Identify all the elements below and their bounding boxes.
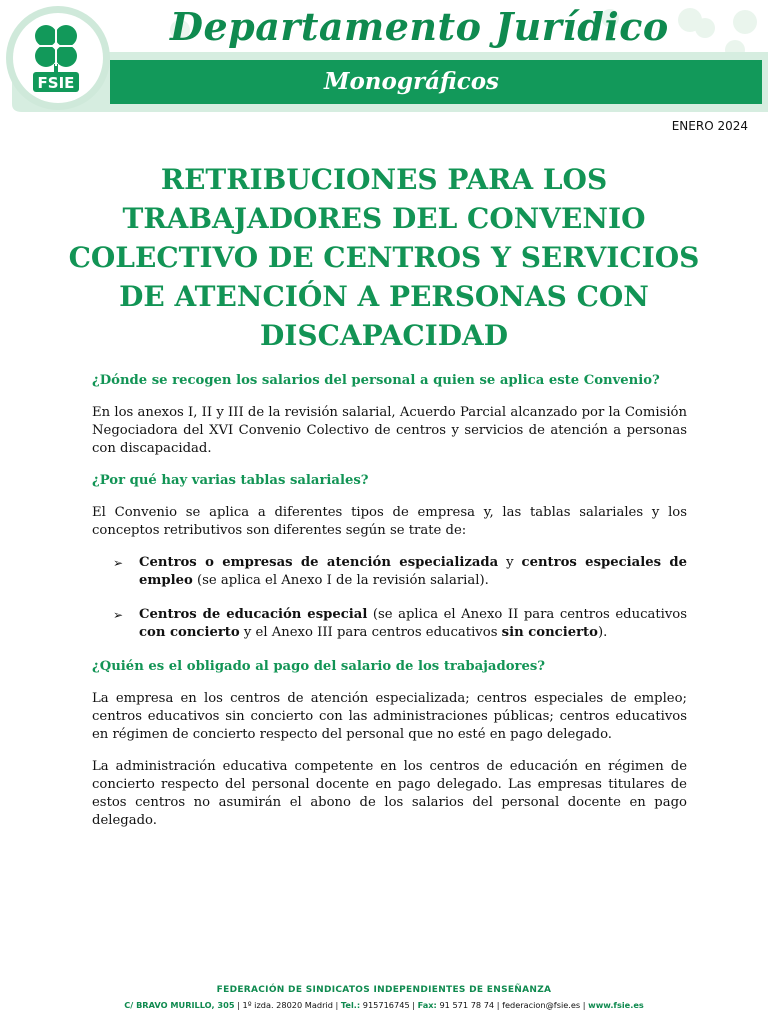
arrow-bullet-icon: ➢ [113, 556, 124, 570]
footer-address: C/ BRAVO MURILLO, 305 [124, 1000, 235, 1010]
question-heading: ¿Dónde se recogen los salarios del personal a quien se aplica este Convenio? [92, 373, 660, 388]
footer-contact: C/ BRAVO MURILLO, 305 | 1º izda. 28020 Madrid | Tel.: 915716745 | Fax: 91 571 78 74 | federacion@fsie.es | www.fsie.es [124, 1000, 644, 1010]
footer-web[interactable]: www.fsie.es [588, 1000, 644, 1010]
answer-paragraph: La administración educativa competente en los centros de educación en régimen de concierto respecto del personal docente en pago delegado. Las empresas titulares de estos centros no asumirán el abono de los salarios del personal docente en pago delegado. [92, 759, 687, 828]
answer-paragraph: El Convenio se aplica a diferentes tipos de empresa y, las tablas salariales y los conceptos retributivos son diferentes según se trate de: [92, 505, 687, 538]
document-header [0, 0, 768, 118]
footer-floor: 1º izda. 28020 Madrid [242, 1000, 333, 1010]
footer-organization: FEDERACIÓN DE SINDICATOS INDEPENDIENTES DE ENSEÑANZA [216, 985, 552, 995]
series-subtitle: Monográficos [324, 68, 499, 95]
fsie-logo [6, 6, 106, 106]
list-item: ➢ Centros de educación especial (se aplica el Anexo II para centros educativos con concierto y el Anexo III para centros educativos sin concierto). [113, 607, 687, 640]
question-heading: ¿Quién es el obligado al pago del salario de los trabajadores? [92, 659, 545, 674]
logo-text: FSIE [37, 74, 75, 92]
answer-paragraph: La empresa en los centros de atención especializada; centros especiales de empleo; centros educativos sin concierto con las administraciones públicas; centros educativos en régimen de concierto respecto del personal que no esté en pago delegado. [92, 691, 687, 742]
question-heading: ¿Por qué hay varias tablas salariales? [92, 473, 369, 488]
bullet-list [92, 554, 687, 642]
footer-email[interactable]: federacion@fsie.es [502, 1000, 581, 1010]
footer-tel: 915716745 [362, 1000, 410, 1010]
document-body [92, 372, 687, 844]
footer-fax: 91 571 78 74 [439, 1000, 495, 1010]
arrow-bullet-icon: ➢ [113, 608, 124, 622]
list-item: ➢ Centros o empresas de atención especializada y centros especiales de empleo (se aplica el Anexo I de la revisión salarial). [113, 555, 687, 588]
document-title: RETRIBUCIONES PARA LOS TRABAJADORES DEL CONVENIO COLECTIVO DE CENTROS Y SERVICIOS DE ATENCIÓN A PERSONAS CON DISCAPACIDAD [68, 163, 700, 352]
answer-paragraph: En los anexos I, II y III de la revisión salarial, Acuerdo Parcial alcanzado por la Comisión Negociadora del XVI Convenio Colectivo de centros y servicios de atención a personas con discapacidad. [92, 405, 687, 456]
document-footer [0, 985, 768, 1010]
issue-date: ENERO 2024 [671, 119, 748, 133]
department-title: Departamento Jurídico [170, 4, 669, 49]
